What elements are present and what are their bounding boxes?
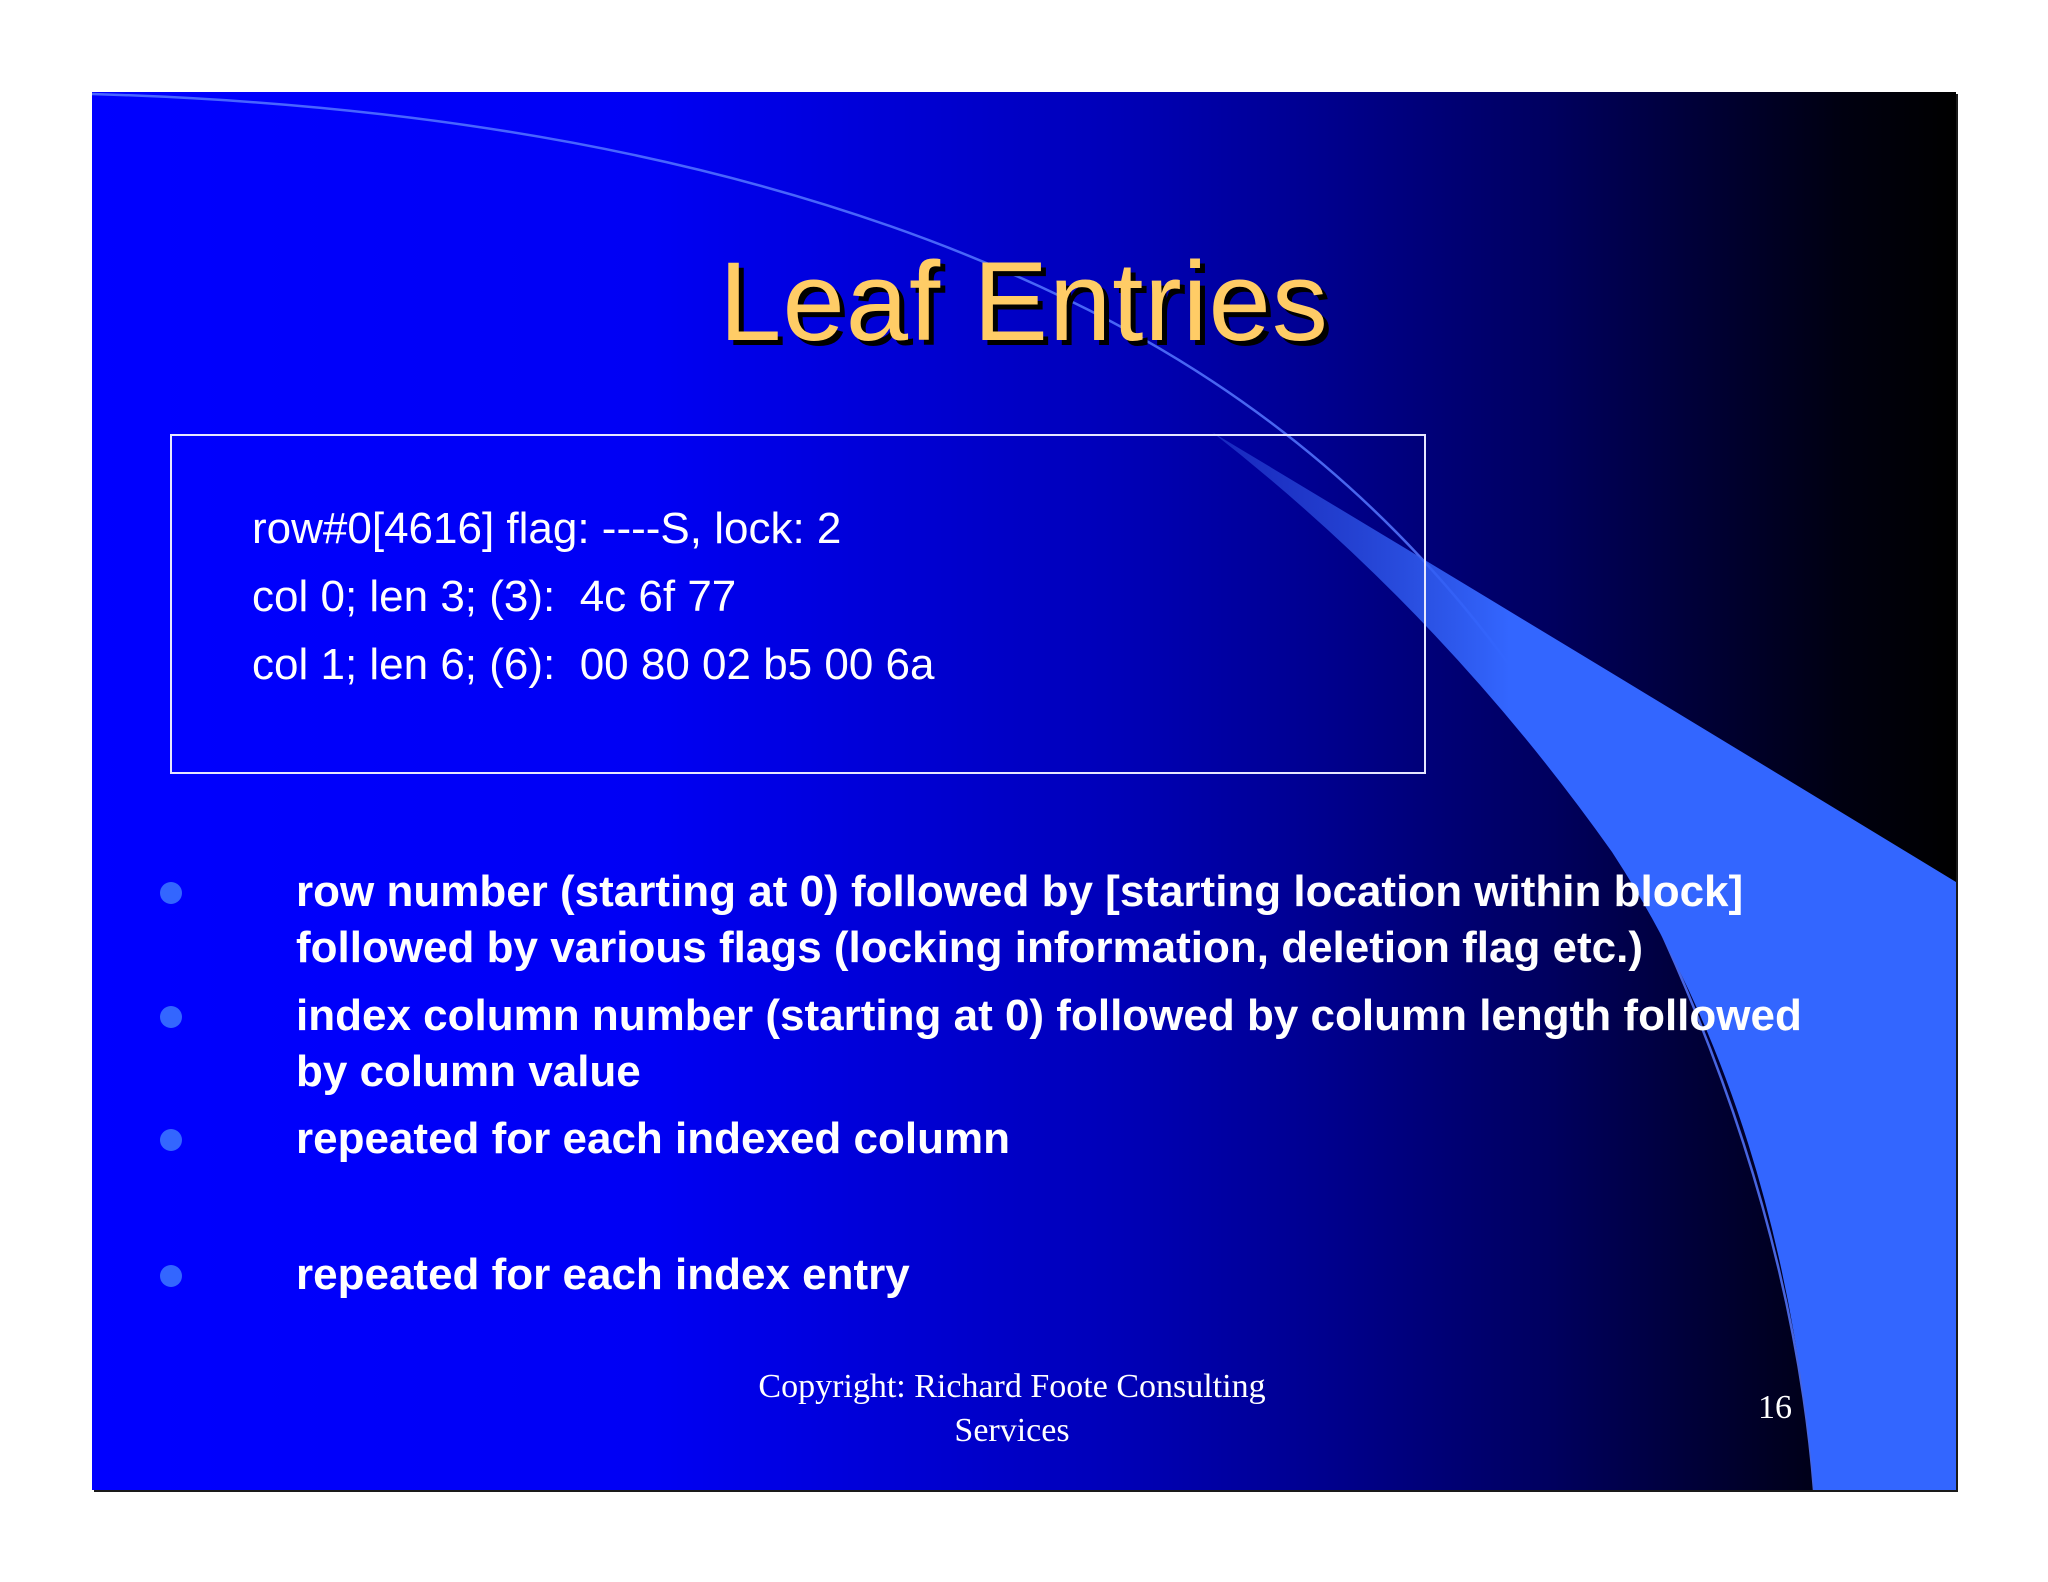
code-line-row: row#0[4616] flag: ----S, lock: 2 [252,504,842,553]
round-bullet-icon [160,1006,182,1028]
bullet-text: repeated for each index entry [296,1250,910,1299]
code-line-col1: col 1; len 6; (6): 00 80 02 b5 00 6a [252,640,935,689]
slide [92,92,1956,1490]
round-bullet-icon [160,882,182,904]
round-bullet-icon [160,1265,182,1287]
copyright-line-1: Copyright: Richard Foote Consulting [758,1368,1266,1405]
code-line-col0: col 0; len 3; (3): 4c 6f 77 [252,572,737,621]
round-bullet-icon [160,1129,182,1151]
copyright-footer [692,1365,1332,1453]
bullet-text: row number (starting at 0) followed by [starting location within block] followed by various flags (locking information, deletion flag etc.) [296,867,1744,972]
page-number: 16 [1758,1389,1792,1426]
bullet-list [92,92,1956,1490]
bullet-text: index column number (starting at 0) followed by column length followed by column value [296,991,1802,1096]
slide-title: Leaf Entries [719,239,1329,364]
bullet-text: repeated for each indexed column [296,1114,1010,1163]
copyright-line-2: Services [954,1412,1070,1449]
